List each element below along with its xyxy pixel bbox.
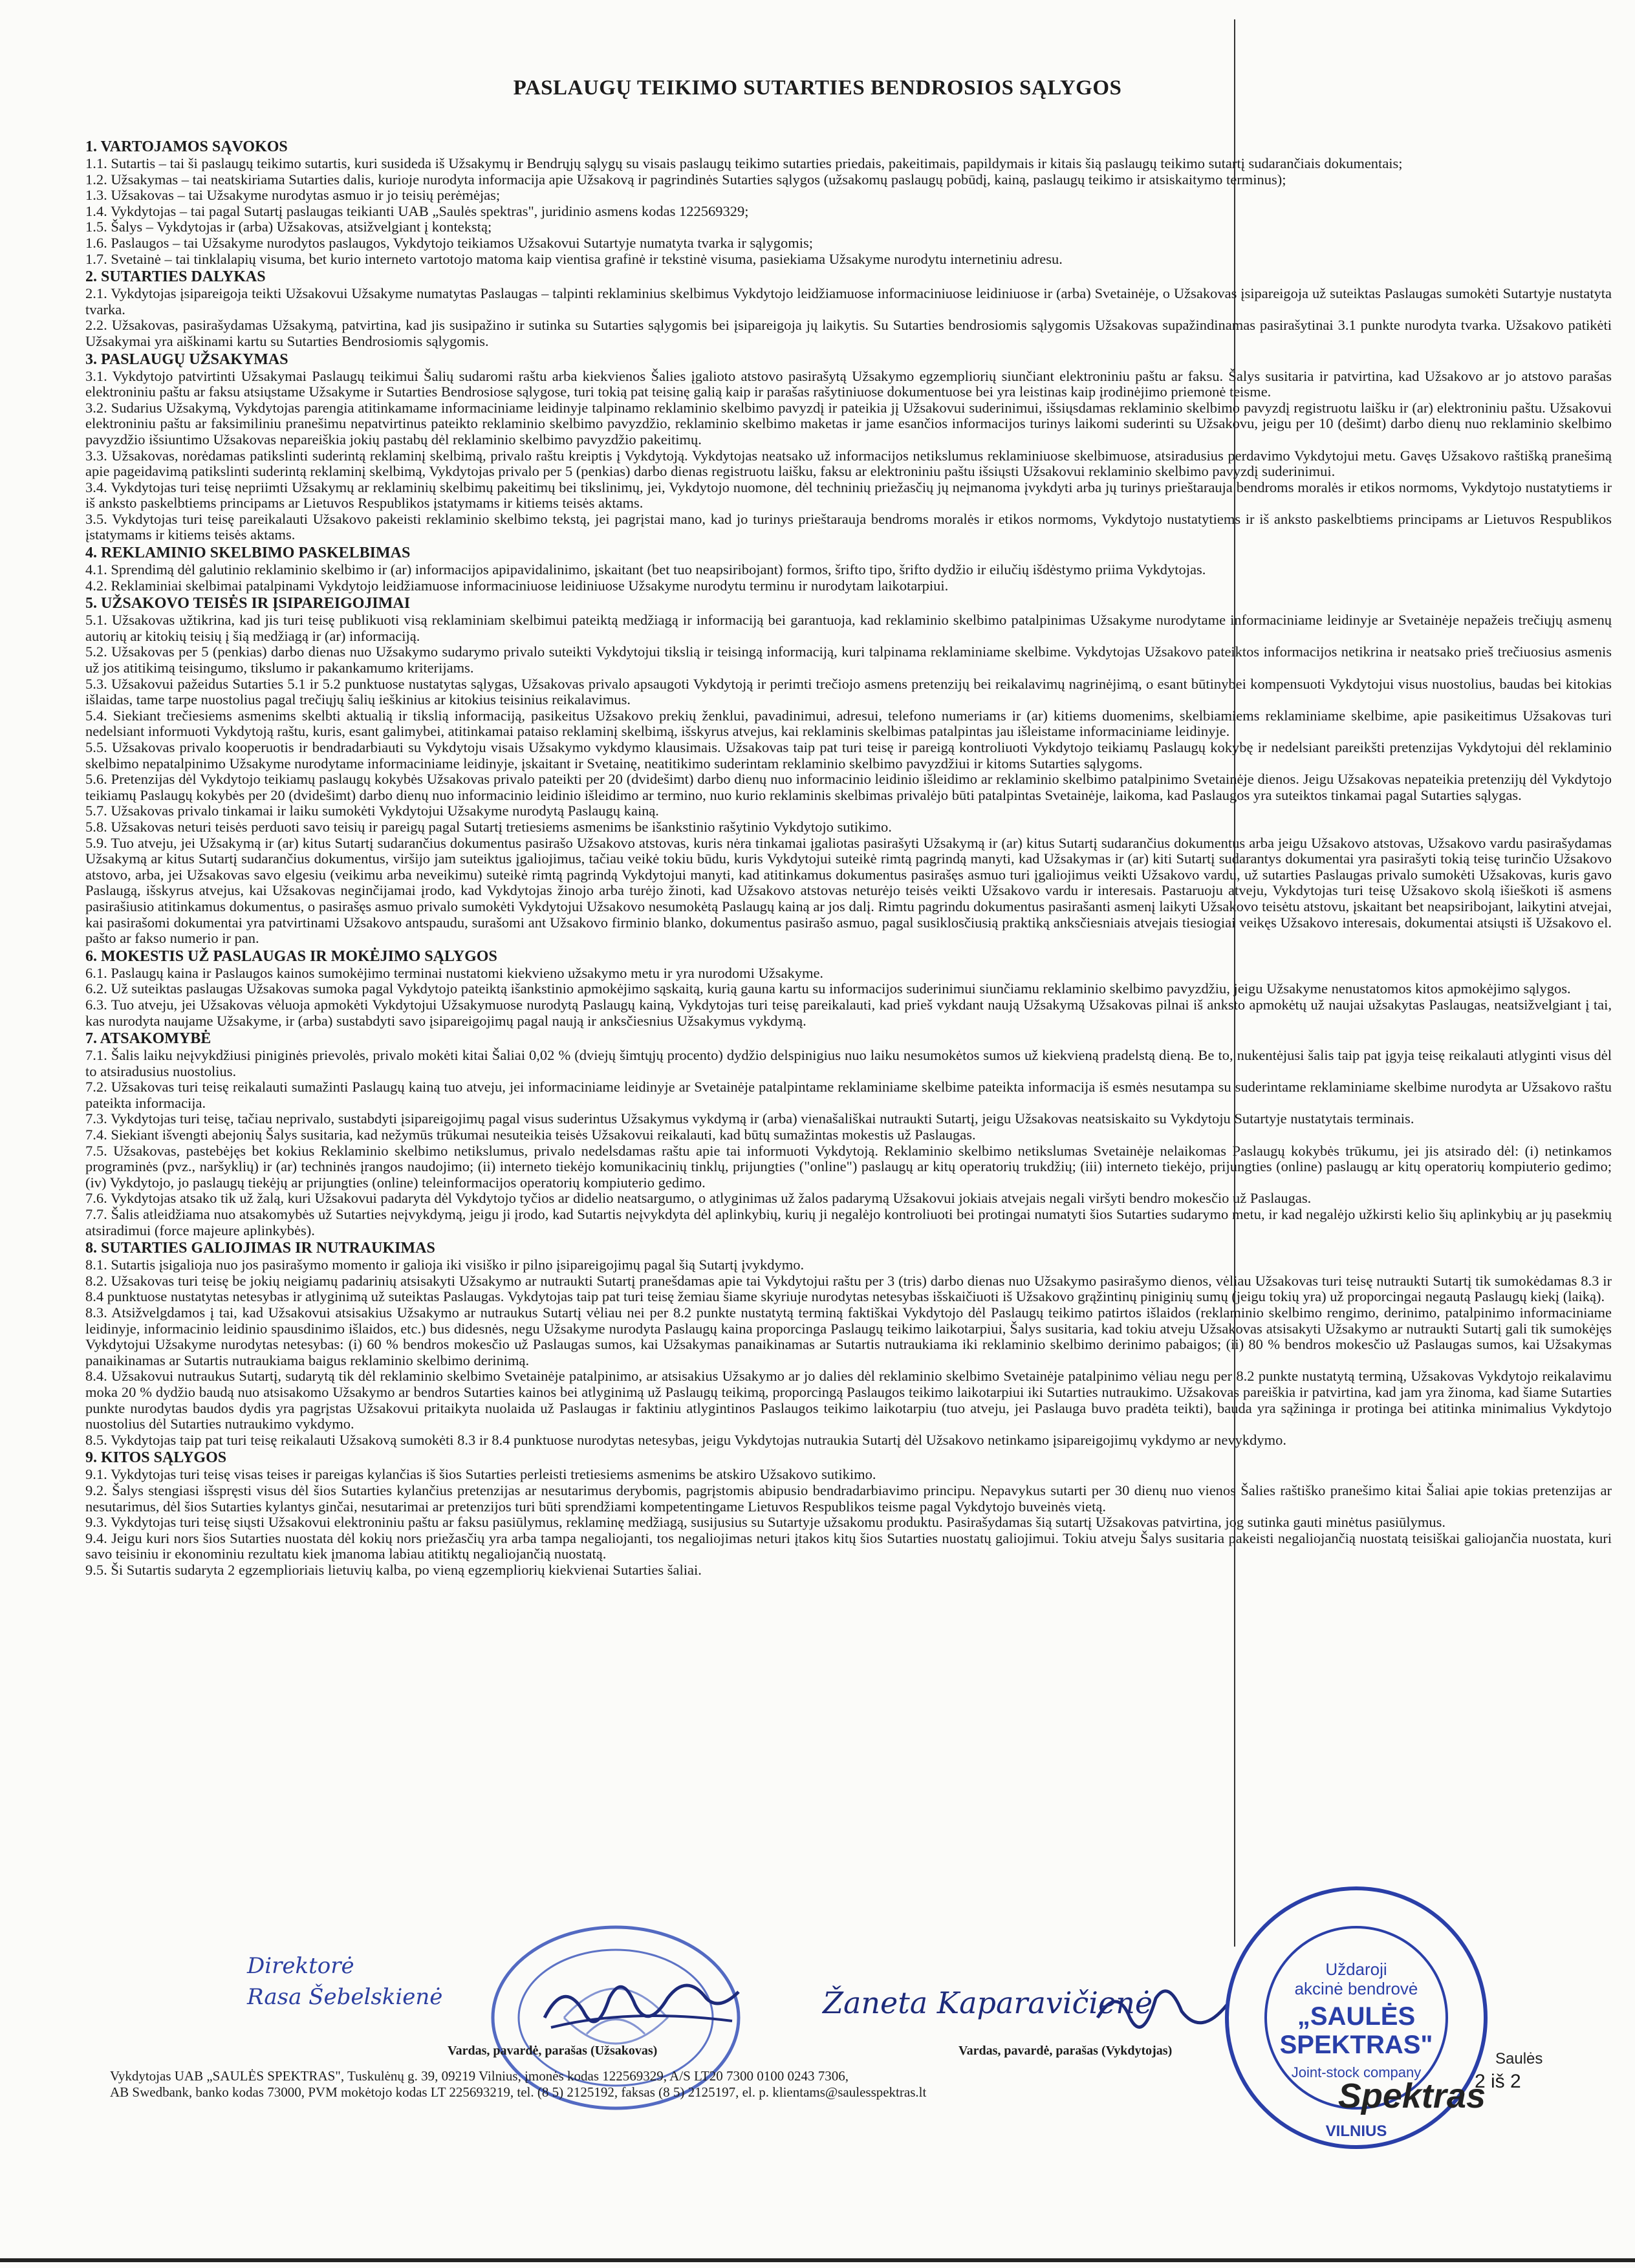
stamp-line-5: Joint-stock company — [1291, 2064, 1422, 2080]
footer-line-1: Vykdytojas UAB „SAULĖS SPEKTRAS", Tuskulėnų g. 39, 09219 Vilnius, įmonės kodas 122569329, A/S LT20 7300 0100 0243 7306, — [110, 2068, 849, 2084]
clause-paragraph: 6.1. Paslaugų kaina ir Paslaugos kainos sumokėjimo terminai nustatomi kiekvieno užsakymo metu ir yra nurodomi Užsakyme. — [85, 964, 824, 981]
clause-paragraph: 9.2. Šalys stengiasi išspręsti visus dėl šios Sutarties kylančius pretenzijas ar nesutarimus derybomis, pagrįstomis abipusio bendradarbiavimo principu. Nepavykus sutarti per 30 dienų nuo vienos Šalies raštiško pranešimo kitai Šaliai apie tokias pretenzijas ar nesutarimus, dėl šios Sutarties kylantys ginčai, nesutarimai ar pretenzijos turi būti sprendžiami kompetentingame Lietuvos Respublikos teisme pagal Vykdytojo buveinės vietą. — [85, 1482, 1612, 1515]
clause-paragraph: 9.1. Vykdytojas turi teisę visas teises ir pareigas kylančias iš šios Sutarties perleisti tretiesiems asmenims be atskiro Užsakovo sutikimo. — [85, 1466, 876, 1483]
clause-paragraph: 5.8. Užsakovas neturi teisės perduoti savo teisių ir pareigų pagal Sutartį tretiesiems asmenims be išankstinio rašytinio Vykdytojo sutikimo. — [85, 818, 892, 835]
stamp-line-2: akcinė bendrovė — [1294, 1979, 1418, 1998]
clause-paragraph: 1.1. Sutartis – tai ši paslaugų teikimo sutartis, kuri susideda iš Užsakymų ir Bendrųjų sąlygų su visais paslaugų teikimo sutarties priedais, pakeitimais, papildymais ir kitais šią paslaugų teikimo sutartį sudarančiais dokumentais; — [85, 155, 1403, 171]
clause-paragraph: 7.1. Šalis laiku neįvykdžiusi piniginės prievolės, privalo mokėti kitai Šaliai 0,02 % (dviejų šimtųjų procento) dydžio delspinigius nuo laiku nesumokėtos sumos už kiekvieną pradelstą dieną. Be to, nukentėjusi šalis taip pat įgyja teisę reikalauti atlyginti visus dėl to atsiradusius nuostolius. — [85, 1047, 1612, 1079]
clause-paragraph: 9.4. Jeigu kuri nors šios Sutarties nuostata dėl kokių nors priežasčių yra arba tampa negaliojanti, tos negaliojimas neturi įtakos kitų šios Sutarties nuostatų galiojimui. Tokiu atveju Šalys susitaria pakeisti negaliojančią nuostatą teisiškai galiojančia nuostata, kuri savo teisiniu ir ekonominiu rezultatu kiek įmanoma labiau atitiktų negaliojančią nuostatą. — [85, 1529, 1612, 1562]
clause-paragraph: 1.7. Svetainė – tai tinklalapių visuma, bet kurio interneto vartotojo matoma kaip vientisa grafinė ir tekstinė visuma, pasiekiama Užsakyme nurodytu internetiniu adresu. — [85, 250, 1063, 267]
clause-paragraph: 1.2. Užsakymas – tai neatskiriama Sutarties dalis, kurioje nurodyta informacija apie Užsakovą ir pagrindinės Sutarties sąlygos (užsakomų paslaugų pobūdį, kainą, paslaugų teikimo ir atsiskaitymo terminus); — [85, 171, 1286, 188]
stamp-line-4: SPEKTRAS" — [1279, 2031, 1433, 2059]
section-heading: 2. SUTARTIES DALYKAS — [85, 268, 266, 286]
clause-paragraph: 7.5. Užsakovas, pastebėjęs bet kokius Reklaminio skelbimo netikslumus, privalo nedelsdamas raštu apie tai informuoti Vykdytoją. Reklaminio skelbimo netikslumas Svetainėje nelaikomas Paslaugų kokybės trūkumu, jei jis atsirado dėl: (i) netinkamos programinės (pvz., naršyklių) ir (ar) techninės įrangos naudojimo; (ii) interneto tiekėjo komunikacinių tinklų, prijungties ("online") paslaugų ar kitų operatorių trukdžių; (iii) interneto tiekėjo, prijungties (online) paslaugų ar kitų operatorių kompiuterio gedimo; (iv) Vykdytojo, jo paslaugų tiekėjų ar prijungties (online) teleinformacijos operatorių kompiuterio gedimo. — [85, 1142, 1612, 1191]
bottom-scan-edge — [0, 2258, 1635, 2262]
clause-paragraph: 5.5. Užsakovas privalo kooperuotis ir bendradarbiauti su Vykdytoju visais Užsakymo vykdymo klausimais. Užsakovas taip pat turi teisę ir pareigą kontroliuoti Vykdytojo teikiamų Paslaugų kokybę ir nedelsiant pareikšti pretenzijas Vykdytojui dėl reklaminio skelbimo nepatalpinimo Užsakyme nurodytame informaciniame leidinyje, įskaitant ir Svetainę, neatitikimo suderintam reklaminio skelbimo pavyzdžiui ir kitoms Sutarties sąlygoms. — [85, 739, 1612, 772]
clause-paragraph: 5.4. Siekiant trečiesiems asmenims skelbti aktualią ir tikslią informaciją, pasikeitus Užsakovo prekių ženklui, pavadinimui, adresui, telefono numeriams ir (ar) kitiems duomenims, skelbiamiems reklaminiame skelbime, apie pasikeitimus Užsakovas turi nedelsiant informuoti Vykdytoją raštu, kuris, esant galimybei, atitinkamai pataiso reklaminį skelbimą, išskyrus atvejus, kai reklaminis skelbimas patalpintas jau išleistame informaciniame leidinyje. — [85, 707, 1612, 740]
clause-paragraph: 1.6. Paslaugos – tai Užsakyme nurodytos paslaugos, Vykdytojo teikiamos Užsakovui Sutartyje numatyta tvarka ir sąlygomis; — [85, 234, 814, 251]
section-heading: 6. MOKESTIS UŽ PASLAUGAS IR MOKĖJIMO SĄLYGOS — [85, 947, 497, 965]
client-handwritten-name: Rasa Šebelskienė — [247, 1984, 443, 2010]
clause-paragraph: 2.1. Vykdytojas įsipareigoja teikti Užsakovui Užsakyme numatytas Paslaugas – talpinti reklaminius skelbimus Vykdytojo leidžiamuose informaciniuose leidiniuose ir (arba) Svetainėje, o Užsakovas įsipareigoja už suteiktas Paslaugas sumokėti Sutartyje nustatyta tvarka. — [85, 285, 1612, 318]
clause-paragraph: 1.4. Vykdytojas – tai pagal Sutartį paslaugas teikianti UAB „Saulės spektras", juridinio asmens kodas 122569329; — [85, 202, 749, 219]
section-heading: 5. UŽSAKOVO TEISĖS IR ĮSIPAREIGOJIMAI — [85, 595, 411, 612]
clause-paragraph: 7.2. Užsakovas turi teisę reikalauti sumažinti Paslaugų kainą tuo atveju, jei informaciniame leidinyje ar Svetainėje patalpintame reklaminiame skelbime pateikta informacija iš esmės nesutampa su suderintame reklaminiame skelbime nurodyta ar Užsakovo raštu pateikta informacija. — [85, 1079, 1612, 1111]
clause-paragraph: 5.1. Užsakovas užtikrina, kad jis turi teisę publikuoti visą reklaminiam skelbimui pateiktą medžiagą ir informaciją bei garantuoja, kad reklaminio skelbimo patalpinimas Užsakyme nurodytame informaciniame leidinyje ar Svetainėje nepažeis trečiųjų asmenų autorių ar kitokių teisių į šią medžiagą ir (ar) informaciją. — [85, 612, 1612, 644]
clause-paragraph: 1.5. Šalys – Vykdytojas ir (arba) Užsakovas, atsižvelgiant į kontekstą; — [85, 219, 492, 235]
clause-paragraph: 8.3. Atsižvelgdamos į tai, kad Užsakovui atsisakius Užsakymo ar nutraukus Sutartį vėliau nei per 8.2 punkte nustatytą terminą faktiškai Vykdytojo dėl Paslaugų teikimo patirtos išlaidos (reklaminio skelbimo rengimo, derinimo, patalpinimo informaciniame leidinyje, informacinio leidinio spausdinimo išlaidos, etc.) bus didesnės, negu Užsakyme nurodyta Paslaugų kaina proporcinga Paslaugų teikimo laikotarpiui, Šalys susitaria, kad tokiu atveju Užsakovas atsisakyti Užsakymo ar nutraukti Sutartį gali tik sumokėjęs Vykdytojui Užsakyme nurodytas netesybas: (i) 60 % bendros mokesčio už Paslaugas sumos, kai Užsakymas panaikinamas ar Sutartis nutraukiama iki reklaminio skelbimo derinimo pabaigos; (ii) 80 % bendros mokesčio už Paslaugas sumos, kai Užsakymas panaikinamas ar Sutartis nutraukiama baigus reklaminio skelbimo derinimą. — [85, 1304, 1612, 1368]
clause-paragraph: 6.2. Už suteiktas paslaugas Užsakovas sumoka pagal Vykdytojo pateiktą išankstinio apmokėjimo sąskaitą, kurią gauna kartu su informacijos suderinimui siunčiamu reklaminio skelbimo pavyzdžiu, jeigu Užsakyme nenustatomos kitos apmokėjimo sąlygos. — [85, 980, 1571, 997]
client-signature — [538, 1972, 745, 2044]
clause-paragraph: 5.2. Užsakovas per 5 (penkias) darbo dienas nuo Užsakymo sudarymo privalo suteikti Vykdytojui tikslią ir teisingą informaciją, kuri talpinama reklaminiame skelbime. Vykdytojas Užsakovo pateiktos informacijos netikrina ir neatsako prieš trečiuosius asmenis už jos atitikimą teisingumo, tikslumo ir pakankamumo kriterijams. — [85, 643, 1612, 676]
clause-paragraph: 5.9. Tuo atveju, jei Užsakymą ir (ar) kitus Sutartį sudarančius dokumentus pasirašo Užsakovo atstovas, kuris nėra tinkamai įgaliotas pasirašyti Užsakymą ir (ar) kitus Sutartį sudarančius dokumentus arba jeigu Užsakovo atstovas, Užsakovo vardu pasirašydamas Užsakymą ar kitus Sutartį sudarančius dokumentus, viršijo jam suteiktus įgaliojimus, tačiau veikė tokiu būdu, kuris Vykdytojui suteikė rimtą pagrindą manyti, kad Užsakymas ir (ar) kiti Sutartį sudarantys dokumentai yra pasirašyti tokią teisę turinčio Užsakovo atstovo, arba, jei Užsakovas savo elgesiu (veikimu arba neveikimu) suteikė rimtą pagrindą Vykdytojui manyti, kad atitinkamus dokumentus pasirašęs asmuo turi įgaliojimus veikti Užsakovo vardu, už sutarties Paslaugas privalo sumokėti Užsakovas, kuris gavo Paslaugą, išskyrus atvejus, kai Užsakovas neginčijamai įrodo, kad Vykdytojas žinojo arba turėjo žinoti, kad Užsakovo atstovas neturėjo teisės veikti Užsakovo vardu ir interesais. Pastaruoju atveju, Vykdytojas turi teisę Užsakovo skolą išieškoti iš asmens pasirašiusio atitinkamus dokumentus, o pasirašęs asmuo privalo sumokėti Vykdytojui Užsakovo nesumokėtą Paslaugų kainą ar jos dalį. Rimtu pagrindu dokumentus pasirašanti asmenį laikyti Užsakovo teisėtu atstovu, įskaitant bet neapsiribojant, laikytini atvejai, kai pasirašomi dokumentai yra patvirtinami Užsakovo antspaudu, surašomi ant Užsakovo firminio blanko, dokumentus pasirašo asmuo, pagal susiklosčiusią praktiką anksčiesniais atvejais tiesiogiai veikęs Užsakovo interesais, dokumentai atsiųsti iš Užsakovo el. pašto ar fakso numerio ir pan. — [85, 834, 1612, 947]
contractor-signature-caption: Vardas, pavardė, parašas (Vykdytojas) — [958, 2044, 1173, 2058]
stamp-line-3: „SAULĖS — [1297, 2002, 1416, 2031]
page-footer — [110, 2068, 1209, 2101]
clause-paragraph: 7.7. Šalis atleidžiama nuo atsakomybės už Sutarties neįvykdymą, jeigu ji įrodo, kad Sutartis neįvykdyta dėl aplinkybių, kurių ji negalėjo kontroliuoti bei protingai numatyti šios Sutarties sudarymo metu, ir kad negalėjo užkirsti kelio šių aplinkybių ar jų pasekmių atsiradimui (force majeure aplinkybės). — [85, 1206, 1612, 1238]
stamp-city: VILNIUS — [1325, 2122, 1387, 2140]
page-title: PASLAUGŲ TEIKIMO SUTARTIES BENDROSIOS SĄLYGOS — [513, 76, 1122, 100]
clause-paragraph: 7.3. Vykdytojas turi teisę, tačiau neprivalo, sustabdyti įsipareigojimų pagal visus suderintus Užsakymus vykdymą ir (arba) vienašališkai nutraukti Sutartį, jeigu Užsakovas neatsiskaito su Vykdytoju Sutartyje nustatytais terminais. — [85, 1110, 1414, 1127]
clause-paragraph: 5.3. Užsakovui pažeidus Sutarties 5.1 ir 5.2 punktuose nustatytas sąlygas, Užsakovas privalo apsaugoti Vykdytoją ir perimti trečiojo asmens pretenzijų bei reikalavimų nagrinėjimą, o esant būtinybei kompensuoti Vykdytojui visus nuostolius, baudas bei kitokias išlaidas, tame tarpe nuostolius pagal trečiųjų šalių ieškinius ar kitokius teisinius reikalavimus. — [85, 675, 1612, 708]
clause-paragraph: 8.4. Užsakovui nutraukus Sutartį, sudarytą tik dėl reklaminio skelbimo Svetainėje patalpinimo, ar atsisakius Užsakymo ar jo dalies dėl reklaminio skelbimo Svetainėje patalpinimo vėliau negu per 8.2 punkte nustatytą terminą, Užsakovas Vykdytojo reikalavimu moka 20 % dydžio baudą nuo atsisakomo Užsakymo ar bendros Sutarties kainos bei atlyginimą už Paslaugų teikimą, proporcingą Paslaugos teikimo laikotarpiui iki Sutarties nutraukimo. Užsakovas pareiškia ir patvirtina, kad jam yra žinoma, kad šiame Sutarties punkte nurodytas baudos dydis yra pagrįstas Užsakovui pritaikyta nuolaida už Paslaugas ir faktiniu atlygintinos Paslaugos teikimo laikotarpiu (tuo atveju, jei Paslauga buvo pradėta teikti), bauda yra sąžininga ir protinga bei atitinka minimalius Vykdytojo nuostolius dėl Sutarties nutraukimo vykdymo. — [85, 1368, 1612, 1432]
stamp-line-1: Uždaroji — [1325, 1960, 1387, 1979]
section-heading: 9. KITOS SĄLYGOS — [85, 1449, 227, 1467]
clause-paragraph: 1.3. Užsakovas – tai Užsakyme nurodytas asmuo ir jo teisių perėmėjas; — [85, 187, 501, 204]
clause-paragraph: 9.3. Vykdytojas turi teisę siųsti Užsakovui elektroniniu paštu ar faksu pasiūlymus, reklaminę medžiagą, susijusius su Sutartyje užsakomu produktu. Pasirašydamas šią sutartį Užsakovas patvirtina, jog sutinka gauti minėtus pasiūlymus. — [85, 1514, 1446, 1531]
clause-paragraph: 3.1. Vykdytojo patvirtinti Užsakymai Paslaugų teikimui Šalių sudaromi raštu arba kiekvienos Šalies įgalioto atstovo pasirašytą Užsakymo egzempliorių siunčiant elektroniniu paštu ar faksu. Šalys susitaria ir patvirtina, kad Užsakovo ar jo atstovo parašas elektroniniu paštu ar faksu atsiųstame Užsakyme ir Sutarties Bendrosiose sąlygose, turi tokią pat teisinę galią kaip ir parašas rašytiniuose dokumentuose bei yra leistinas kaip įrodinėjimo priemonė teisme. — [85, 367, 1612, 400]
clause-paragraph: 4.2. Reklaminiai skelbimai patalpinami Vykdytojo leidžiamuose informaciniuose leidiniuose Užsakyme nurodytu terminu ir nurodytam laikotarpiui. — [85, 577, 949, 594]
terms-body — [85, 137, 1612, 1579]
clause-paragraph: 8.5. Vykdytojas taip pat turi teisę reikalauti Užsakovą sumokėti 8.3 ir 8.4 punktuose nurodytas netesybas, jeigu Vykdytojas nutraukia Sutartį dėl Užsakovo netinkamo įsipareigojimų vykdymo ar nevykdymo. — [85, 1431, 1286, 1448]
section-heading: 8. SUTARTIES GALIOJIMAS IR NUTRAUKIMAS — [85, 1240, 435, 1257]
client-handwritten-title: Direktorė — [247, 1953, 354, 1979]
clause-paragraph: 8.1. Sutartis įsigalioja nuo jos pasirašymo momento ir galioja iki visiško ir pilno įsipareigojimų pagal šią Sutartį įvykdymo. — [85, 1257, 805, 1273]
clause-paragraph: 9.5. Ši Sutartis sudaryta 2 egzemplioriais lietuvių kalba, po vieną egzempliorių kiekvienai Sutarties šaliai. — [85, 1561, 702, 1578]
clause-paragraph: 3.4. Vykdytojas turi teisę nepriimti Užsakymų ar reklaminių skelbimų pakeitimų bei tikslinimų, jei, Vykdytojo nuomone, dėl techninių priežasčių jų neįmanoma įvykdyti arba jų turinys prieštarauja bendroms moralės ir etikos normoms, Vykdytojo nustatytiems ir iš anksto paskelbtiems principams ar Lietuvos Respublikos įstatymams ir kitiems teisės aktams. — [85, 479, 1612, 512]
section-heading: 1. VARTOJAMOS SĄVOKOS — [85, 138, 288, 155]
contractor-signature — [1094, 1979, 1237, 2037]
contractor-handwritten-name: Žaneta Kaparavičienė — [823, 1985, 1153, 2020]
section-heading: 4. REKLAMINIO SKELBIMO PASKELBIMAS — [85, 545, 411, 562]
stamp-brand-small: Saulės — [1495, 2050, 1543, 2068]
section-heading: 7. ATSAKOMYBĖ — [85, 1030, 211, 1048]
clause-paragraph: 6.3. Tuo atveju, jei Užsakovas vėluoja apmokėti Vykdytojui Užsakymuose nurodytą Paslaugų kainą, Vykdytojas turi teisę pareikalauti, kad prieš vykdant naują Užsakymą Užsakovas pilnai iš anksto apmokėtų už naujai užsakytas Paslaugas, neatsižvelgiant į tai, kas nurodyta naujame Užsakyme, ir (arba) sustabdyti savo įsipareigojimų pagal naują ir anksčiesnius Užsakymus vykdymą. — [85, 996, 1612, 1029]
clause-paragraph: 8.2. Užsakovas turi teisę be jokių neigiamų padarinių atsisakyti Užsakymo ar nutraukti Sutartį pranešdamas apie tai Vykdytojui raštu per 3 (tris) darbo dienas nuo Užsakymo pasirašymo dienos, vėliau Užsakovas turi teisę nutraukti Sutartį tik sumokėdamas 8.3 ir 8.4 punktuose nustatytas netesybas ir atlyginimą už suteiktas Paslaugas. Vykdytojas taip pat turi teisę žemiau šiame skyriuje nurodytas netesybas išskaičiuoti iš Užsakovo grąžintinų piniginių sumų (jeigu tokių yra) už proporcingai negautą Paslaugų kiekį (laiką). — [85, 1272, 1612, 1305]
section-heading: 3. PASLAUGŲ UŽSAKYMAS — [85, 351, 288, 368]
footer-line-2: AB Swedbank, banko kodas 73000, PVM mokėtojo kodas LT 225693219, tel. (8 5) 2125192, faksas (8 5) 2125197, el. p. klientams@saulesspektras.lt — [110, 2084, 927, 2100]
clause-paragraph: 7.6. Vykdytojas atsako tik už žalą, kuri Užsakovui padaryta dėl Vykdytojo tyčios ar didelio neatsargumo, o atlyginimas už žalos padarymą Užsakovui jokiais atvejais negali viršyti bendro mokesčio už Paslaugas. — [85, 1190, 1312, 1207]
clause-paragraph: 2.2. Užsakovas, pasirašydamas Užsakymą, patvirtina, kad jis susipažino ir sutinka su Sutarties sąlygomis bei įsipareigoja jų laikytis. Su Sutarties bendrosiomis sąlygomis Užsakovas supažindinamas pasirašytinai 3.1 punkte nurodyta tvarka. Užsakovo patikėti Užsakymai yra aiškinami kartu su Sutarties Bendrosiomis sąlygomis. — [85, 317, 1612, 349]
clause-paragraph: 3.2. Sudarius Užsakymą, Vykdytojas parengia atitinkamame informaciniame leidinyje talpinamo reklaminio skelbimo pavyzdį ir pateikia jį Užsakovui suderinimui, išsiųsdamas reklaminio skelbimo pavyzdį registruotu laišku ir (ar) elektroniniu paštu. Užsakovui elektroniniu paštu ar faksimiliniu pranešimu nepatvirtinus pateikto reklaminio skelbimo pavyzdžio, reklaminio skelbimo maketas ir jame esančios informacijos turinys laikomi suderinti su Užsakovu, jeigu per 10 (dešimt) darbo dienų nuo reklaminio skelbimo pavyzdžio išsiuntimo Užsakovas nepareiškia jokių pastabų dėl reklaminio skelbimo pavyzdžio pakeitimų. — [85, 399, 1612, 448]
clause-paragraph: 7.4. Siekiant išvengti abejonių Šalys susitaria, kad nežymūs trūkumai nesuteikia teisės Užsakovui reikalauti, kad būtų sumažintas mokestis už Paslaugas. — [85, 1127, 976, 1143]
client-signature-caption: Vardas, pavardė, parašas (Užsakovas) — [448, 2044, 658, 2058]
clause-paragraph: 5.6. Pretenzijas dėl Vykdytojo teikiamų paslaugų kokybės Užsakovas privalo pateikti per 20 (dvidešimt) darbo dienų nuo informacinio leidinio išleidimo ar reklaminio skelbimo patalpinimo Svetainėje dienos. Jeigu Užsakovas nepateikia pretenzijų dėl Vykdytojo teikiamų Paslaugų kokybės per 20 (dvidešimt) darbo dienų nuo informacinio leidinio išleidimo ar termino, nuo kurio reklaminis skelbimas privalėjo būti patalpintas Svetainėje, laikoma, kad Paslaugos yra suteiktos tinkamai pagal Sutarties sąlygas. — [85, 771, 1612, 803]
clause-paragraph: 4.1. Sprendimą dėl galutinio reklaminio skelbimo ir (ar) informacijos apipavidalinimo, įskaitant (bet tuo neapsiribojant) formos, šrifto tipo, šrifto dydžio ir eilučių išdėstymo priima Vykdytojas. — [85, 561, 1206, 578]
clause-paragraph: 5.7. Užsakovas privalo tinkamai ir laiku sumokėti Vykdytojui Užsakyme nurodytą Paslaugų kainą. — [85, 803, 659, 819]
clause-paragraph: 3.3. Užsakovas, norėdamas patikslinti suderintą reklaminį skelbimą, privalo raštu kreiptis į Vykdytoją. Vykdytojas neatsako už informacijos netikslumus reklaminiuose skelbimuose, atsiradusius perdavimo Vykdytojui metu. Gavęs Užsakovo raštišką pranešimą apie pageidavimą patikslinti suderintą reklaminį skelbimą, Vykdytojas privalo per 5 (penkias) darbo dienas registruotu laišku, faksu ar elektroniniu paštu išsiųsti Užsakovui reklaminio skelbimo pavyzdį suderinimui. — [85, 447, 1612, 480]
page-number: 2 iš 2 — [1475, 2071, 1521, 2092]
signature-area — [85, 1908, 1612, 2141]
clause-paragraph: 3.5. Vykdytojas turi teisę pareikalauti Užsakovo pakeisti reklaminio skelbimo tekstą, jei pagrįstai mano, kad jo turinys prieštarauja bendroms moralės ir etikos normoms, Vykdytojo nustatytiems ir iš anksto paskelbtiems principams ar Lietuvos Respublikos įstatymams ir kitiems teisės aktams. — [85, 510, 1612, 543]
stamp-brand-logo: Spektras — [1337, 2077, 1486, 2115]
contractor-stamp — [1220, 1882, 1492, 2154]
